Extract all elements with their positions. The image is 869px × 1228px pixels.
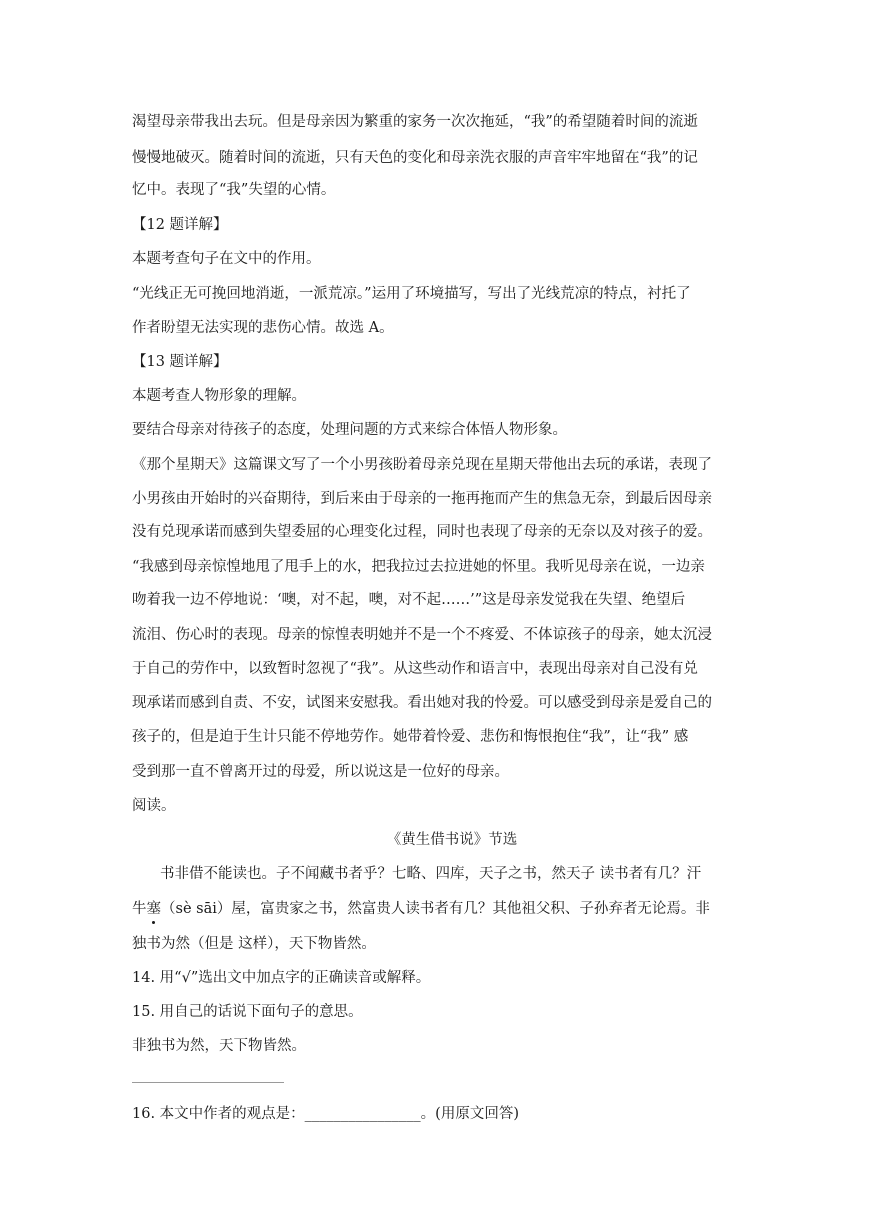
question-14: 14. 用“√”选出文中加点字的正确读音或解释。	[132, 970, 431, 986]
text-line: 现承诺而感到自责、不安，试图来安慰我。看出她对我的怜爱。可以感受到母亲是爱自己的	[132, 695, 712, 711]
answer-line	[132, 1082, 284, 1083]
text-line: “我感到母亲惊惶地甩了甩手上的水，把我拉过去拉进她的怀里。我听见母亲在说，一边亲	[132, 559, 705, 575]
question-16: 16. 本文中作者的观点是：________________。(用原文回答)	[132, 1106, 519, 1122]
text-line: 吻着我一边不停地说：‘噢，对不起，噢，对不起……’”这是母亲发觉我在失望、绝望后	[132, 592, 686, 608]
passage-line: 独书为然（但是 这样），天下物皆然。	[132, 936, 376, 952]
passage-title: 《黄生借书说》节选	[386, 832, 518, 848]
text-line: 作者盼望无法实现的悲伤心情。故选 A。	[132, 320, 394, 336]
text-line: 渴望母亲带我出去玩。但是母亲因为繁重的家务一次次拖延，“我”的希望随着时间的流逝	[132, 114, 698, 130]
question-15: 15. 用自己的话说下面句子的意思。	[132, 1004, 363, 1020]
passage-text: （sè sāi）屋，富贵家之书，然富贵人读书者有几？其他祖父积、子孙弃者无论焉。非	[161, 901, 710, 917]
text-line: “光线正无可挽回地消逝，一派荒凉。”运用了环境描写，写出了光线荒凉的特点，衬托了	[132, 286, 691, 302]
text-line: 本题考查句子在文中的作用。	[132, 251, 321, 267]
dotted-character: 塞	[146, 901, 161, 917]
text-line: 忆中。表现了“我”失望的心情。	[132, 182, 336, 198]
text-line: 小男孩由开始时的兴奋期待，到后来由于母亲的一拖再拖而产生的焦急无奈，到最后因母亲	[132, 491, 712, 507]
passage-line	[132, 899, 772, 919]
section-heading-13: 【13 题详解】	[132, 354, 228, 370]
text-line: 受到那一直不曾离开过的母爱，所以说这是一位好的母亲。	[132, 764, 509, 780]
passage-text: 牛	[132, 901, 147, 917]
text-line: 于自己的劳作中，以致暂时忽视了“我”。从这些动作和语言中，表现出母亲对自己没有兑	[132, 661, 698, 677]
text-line: 本题考查人物形象的理解。	[132, 388, 306, 404]
text-line: 慢慢地破灭。随着时间的流逝，只有天色的变化和母亲洗衣服的声音牢牢地留在“我”的记	[132, 150, 698, 166]
text-line: 《那个星期天》这篇课文写了一个小男孩盼着母亲兑现在星期天带他出去玩的承诺，表现了	[132, 457, 712, 473]
passage-line: 书非借不能读也。子不闻藏书者乎？七略、四库，天子之书，然天子 读书者有几？汗	[160, 866, 702, 882]
reading-label: 阅读。	[132, 798, 176, 814]
section-heading-12: 【12 题详解】	[132, 217, 228, 233]
text-line: 没有兑现承诺而感到失望委屈的心理变化过程，同时也表现了母亲的无奈以及对孩子的爱。	[132, 524, 712, 540]
question-15-sentence: 非独书为然，天下物皆然。	[132, 1038, 306, 1054]
text-line: 要结合母亲对待孩子的态度，处理问题的方式来综合体悟人物形象。	[132, 422, 567, 438]
text-line: 流泪、伤心时的表现。母亲的惊惶表明她并不是一个不疼爱、不体谅孩子的母亲，她太沉浸	[132, 627, 712, 643]
text-line: 孩子的，但是迫于生计只能不停地劳作。她带着怜爱、悲伤和悔恨抱住“我”，让“我” 感	[132, 729, 689, 745]
